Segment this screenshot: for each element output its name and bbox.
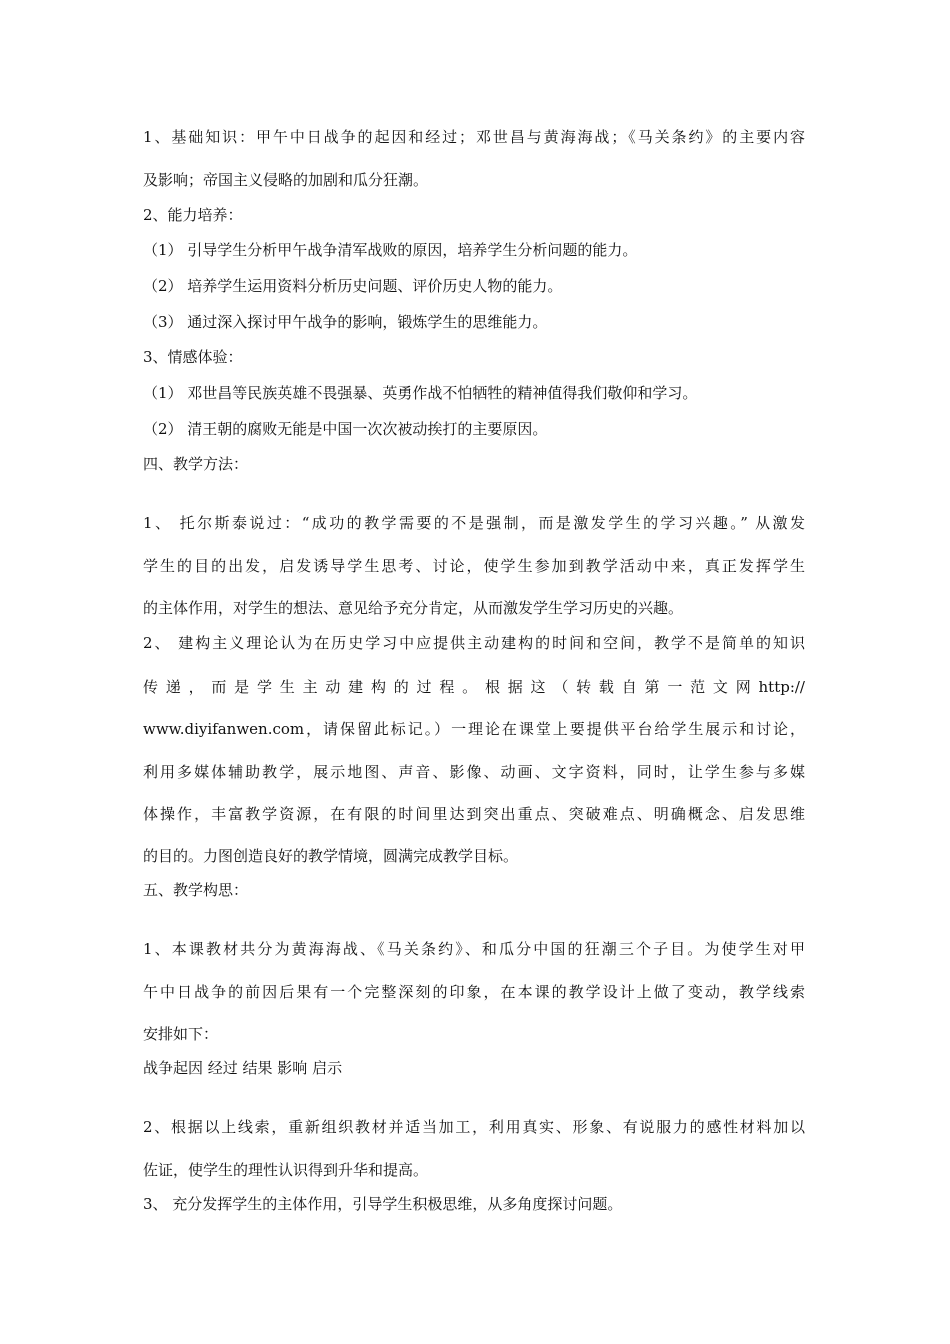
text-line: 的主体作用，对学生的想法、意见给予充分肯定，从而激发学生学习历史的兴趣。 — [143, 599, 684, 617]
text-line: 午中日战争的前因后果有一个完整深刻的印象，在本课的教学设计上做了变动，教学线索 — [143, 983, 805, 1001]
text-line: 安排如下： — [143, 1025, 219, 1043]
list-item: （3） 通过深入探讨甲午战争的影响，锻炼学生的思维能力。 — [143, 313, 548, 331]
text-line: 佐证，使学生的理性认识得到升华和提高。 — [143, 1161, 429, 1179]
text-line: 2、根据以上线索，重新组织教材并适当加工，利用真实、形象、有说服力的感性材料加以 — [143, 1118, 805, 1136]
text-line: 传 递 ， 而 是 学 生 主 动 建 构 的 过 程 。 根 据 这 （ 转 载 自 第 一 范 文 网 http:// — [143, 678, 805, 696]
list-item: （1） 引导学生分析甲午战争清军战败的原因，培养学生分析问题的能力。 — [143, 241, 638, 259]
section-heading: 五、教学构思： — [143, 881, 249, 899]
text-line: 体操作，丰富教学资源，在有限的时间里达到突出重点、突破难点、明确概念、启发思维 — [143, 805, 805, 823]
text-line: 1、本课教材共分为黄海海战、《马关条约》、和瓜分中国的狂潮三个子目。为使学生对甲 — [143, 940, 805, 958]
text-line: 3、 充分发挥学生的主体作用，引导学生积极思维，从多角度探讨问题。 — [143, 1195, 623, 1213]
section-heading: 四、教学方法： — [143, 455, 249, 473]
text-line: 1、基础知识：甲午中日战争的起因和经过；邓世昌与黄海海战；《马关条约》的主要内容 — [143, 128, 805, 146]
section-heading: 2、能力培养： — [143, 206, 243, 224]
text-line: 战争起因 经过 结果 影响 启示 — [143, 1059, 343, 1077]
text-line: 及影响；帝国主义侵略的加剧和瓜分狂潮。 — [143, 171, 429, 189]
text-line: www.diyifanwen.com，请保留此标记。）一理论在课堂上要提供平台给学生展示和讨论， — [143, 720, 805, 738]
text-line: 2、 建构主义理论认为在历史学习中应提供主动建构的时间和空间，教学不是简单的知识 — [143, 634, 805, 652]
list-item: （1） 邓世昌等民族英雄不畏强暴、英勇作战不怕牺牲的精神值得我们敬仰和学习。 — [143, 384, 698, 402]
text-line: 学生的目的出发，启发诱导学生思考、讨论，使学生参加到教学活动中来，真正发挥学生 — [143, 557, 805, 575]
section-heading: 3、情感体验： — [143, 348, 243, 366]
text-line: 的目的。力图创造良好的教学情境，圆满完成教学目标。 — [143, 847, 519, 865]
text-line: 1、 托尔斯泰说过：“成功的教学需要的不是强制，而是激发学生的学习兴趣。” 从激发 — [143, 514, 805, 532]
list-item: （2） 培养学生运用资料分析历史问题、评价历史人物的能力。 — [143, 277, 563, 295]
list-item: （2） 清王朝的腐败无能是中国一次次被动挨打的主要原因。 — [143, 420, 548, 438]
text-line: 利用多媒体辅助教学，展示地图、声音、影像、动画、文字资料，同时，让学生参与多媒 — [143, 763, 805, 781]
